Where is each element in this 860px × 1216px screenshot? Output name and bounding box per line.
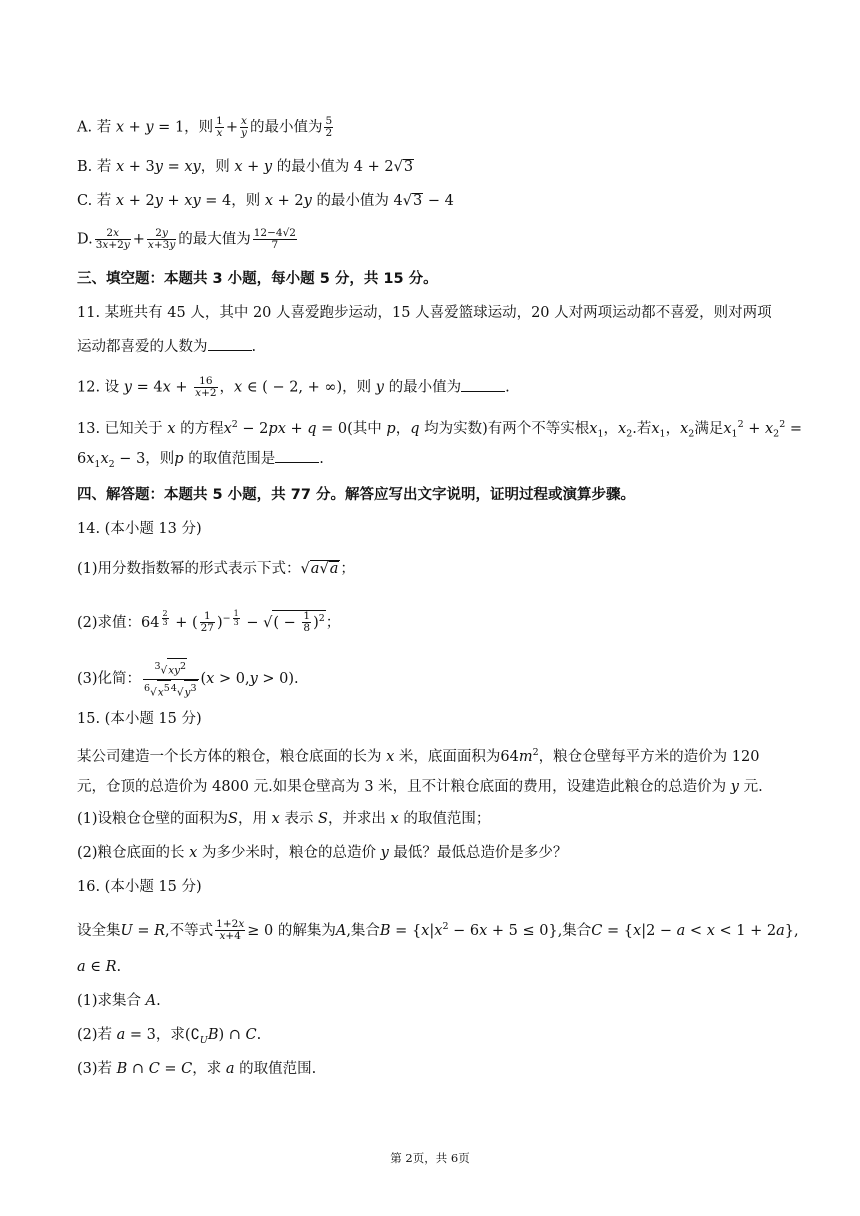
option-a: A. 若 x + y = 1，则 $\frac{1}{x}$ + $\frac{x}{y}$ 的最小值为 $\frac{5}{2}$ (77, 115, 333, 139)
question-15-part1: (1)设粮仓仓壁的面积为S，用 x 表示 S，并求出 x 的取值范围； (77, 811, 491, 827)
question-16-title: 16. (本小题 15 分) (77, 879, 202, 895)
question-15-line1: 某公司建造一个长方体的粮仓，粮仓底面的长为 x 米，底面面积为$64m^2$，粮仓仓壁每平方米的造价为 120 (77, 747, 760, 765)
answer-blank[interactable] (275, 448, 319, 463)
page-footer: 第 2页，共 6页 (390, 1151, 470, 1165)
question-15-part2: (2)粮仓底面的长 x 为多少米时，粮仓的总造价 y 最低？最低总造价是多少？ (77, 845, 568, 861)
question-16-part2: (2)若 a = 3，求$(∁_UB)$ ∩ C. (77, 1027, 262, 1046)
question-13-text4: .若 (632, 420, 652, 437)
question-15-p2c: 最低？最低总造价是多少？ (393, 845, 568, 861)
question-14-part1-text: (1)用分数指数幂的形式表示下式： (77, 561, 301, 577)
option-b-tail: 的最小值为 (276, 159, 350, 175)
question-15-p1c: 表示 (284, 811, 314, 827)
option-c-tail: 的最小值为 (316, 193, 389, 209)
question-16-p1: (1)求集合 (77, 993, 142, 1009)
question-16-p2a: (2)若 (77, 1027, 113, 1043)
question-13-line1: 13. 已知关于 x 的方程$x^2 - 2px + q = 0$(其中 p，q 均为实数)有两个不等实根$x_1$，$x_2$.若$x_1$，$x_2$满足$x_1^2 + x_2^2$ = (77, 419, 803, 440)
question-16-p2b: ，求 (155, 1027, 185, 1043)
question-15-line1b: 米，底面面积为 (398, 748, 501, 765)
option-b: B. 若 x + 3y = xy，则 x + y 的最小值为 4 + 2√3 (77, 159, 414, 175)
option-b-label: B. 若 (77, 159, 112, 175)
answer-blank[interactable] (461, 377, 505, 392)
question-15-p2b: 为多少米时，粮仓的总造价 (201, 845, 376, 861)
question-14-title: 14. (本小题 13 分) (77, 521, 202, 537)
question-13-line2: $6x_1x_2 - 3$，则p 的取值范围是 . (77, 448, 800, 476)
option-c-label: C. 若 (77, 193, 112, 209)
question-16-line1c: 的解集为 (277, 922, 336, 939)
option-d-label: D. (77, 231, 93, 248)
answer-blank[interactable] (208, 336, 252, 351)
question-15-p1b: ，用 (237, 811, 267, 827)
question-13-text5: 满足 (694, 420, 724, 437)
question-15-p2a: (2)粮仓底面的长 (77, 845, 185, 861)
option-a-label: A. 若 (77, 119, 112, 136)
question-15-title: 15. (本小题 15 分) (77, 711, 202, 727)
question-12: 12. 设 y = 4x + $\frac{16}{x+2}$ ，x ∈ ( − 2, + ∞)，则 y 的最小值为 . (77, 375, 510, 399)
option-c-mid: ，则 (231, 193, 261, 209)
question-12-prefix: 12. 设 (77, 379, 120, 396)
question-16-line1e: ,集合 (557, 922, 592, 939)
question-16-line1a: 设全集 (77, 922, 121, 939)
question-11-text: 运动都喜爱的人数为 (77, 339, 208, 355)
question-13-text1: 的方程 (180, 420, 224, 437)
question-15-p1d: ，并求出 (327, 811, 386, 827)
section-4-heading: 四、解答题：本题共 5 小题，共 77 分。解答应写出文字说明，证明过程或演算步骤。 (77, 487, 635, 503)
question-15-line1c: ，粮仓仓壁每平方米的造价为 120 (538, 748, 760, 765)
question-13-prefix: 13. 已知关于 (77, 420, 163, 437)
section-3-heading: 三、填空题：本题共 3 小题，每小题 5 分，共 15 分。 (77, 271, 438, 287)
option-a-mid: ，则 (184, 119, 214, 136)
question-12-tail: 的最小值为 (388, 379, 462, 396)
question-15-line1a: 某公司建造一个长方体的粮仓，粮仓底面的长为 (77, 748, 382, 765)
question-11-line1: 11. 某班共有 45 人，其中 20 人喜爱跑步运动，15 人喜爱篮球运动，20 人对两项运动都不喜爱，则对两项 (77, 305, 772, 321)
question-13-text3: 均为实数)有两个不等实根 (424, 420, 590, 437)
question-16-line2: a ∈ R. (77, 959, 122, 975)
question-11-line2: 运动都喜爱的人数为 . (77, 336, 800, 358)
question-16-line1d: ,集合 (346, 922, 380, 939)
question-16-line1b: ,不等式 (165, 922, 214, 939)
option-c: C. 若 x + 2y + xy = 4，则 x + 2y 的最小值为 4√3 − 4 (77, 193, 454, 209)
question-16-p3c: 的取值范围. (239, 1061, 317, 1077)
question-16-part1: (1)求集合 A. (77, 993, 161, 1009)
question-14-part2-text: (2)求值： (77, 614, 142, 631)
question-15-line2b: 元. (743, 779, 763, 795)
option-d: D. $\frac{2x}{3x+2y}$ + $\frac{2y}{x+3y}$ 的最大值为 $\frac{12-4√2}{7}$ (77, 227, 296, 251)
question-14-part3-text: (3)化简： (77, 671, 142, 687)
question-16-part3: (3)若 B ∩ C = C，求 a 的取值范围. (77, 1061, 317, 1077)
question-13-line2-end: 的取值范围是 (188, 451, 276, 467)
question-14-part2: (2)求值：64 $^{\frac{2}{3}}$ + ( $\frac{1}{27}$ )$^{- \frac{1}{3}}$ − √( − $\frac{1}{8}$ )$^2$； (77, 609, 341, 635)
question-15-line2: 元，仓顶的总造价为 4800 元.如果仓壁高为 3 米，且不计粮仓底面的费用，设建造此粮仓的总造价为 y 元. (77, 779, 763, 795)
question-15-p1e: 的取值范围； (403, 811, 491, 827)
question-16-p3b: ，求 (192, 1061, 222, 1077)
question-14-part3: (3)化简： $\frac{^3√xy^2}{^6√x^{54}√y^3}$ (x > 0,y > 0). (77, 658, 800, 700)
question-15-p1a: (1)设粮仓仓壁的面积为 (77, 811, 229, 827)
question-13-line2-tail: ，则 (145, 451, 175, 467)
question-16-line1: 设全集U = R,不等式 $\frac{1+2x}{x+4}$ ≥ 0 的解集为A,集合$B = \{x|x^2 - 6x + 5 \le 0\}$,集合C = {x|2 − a < x < 1 + 2a}, (77, 918, 799, 943)
option-d-tail: 的最大值为 (178, 231, 251, 248)
option-a-tail: 的最小值为 (249, 119, 323, 136)
question-15-line2a: 元，仓顶的总造价为 4800 元.如果仓壁高为 3 米，且不计粮仓底面的费用，设建造此粮仓的总造价为 (77, 779, 727, 795)
question-12-mid: ，则 (342, 379, 372, 396)
question-13-text2: (其中 (347, 420, 382, 437)
option-b-mid: ，则 (200, 159, 230, 175)
question-14-part1: (1)用分数指数幂的形式表示下式：√a√a ； (77, 561, 355, 577)
question-16-p3a: (3)若 (77, 1061, 113, 1077)
